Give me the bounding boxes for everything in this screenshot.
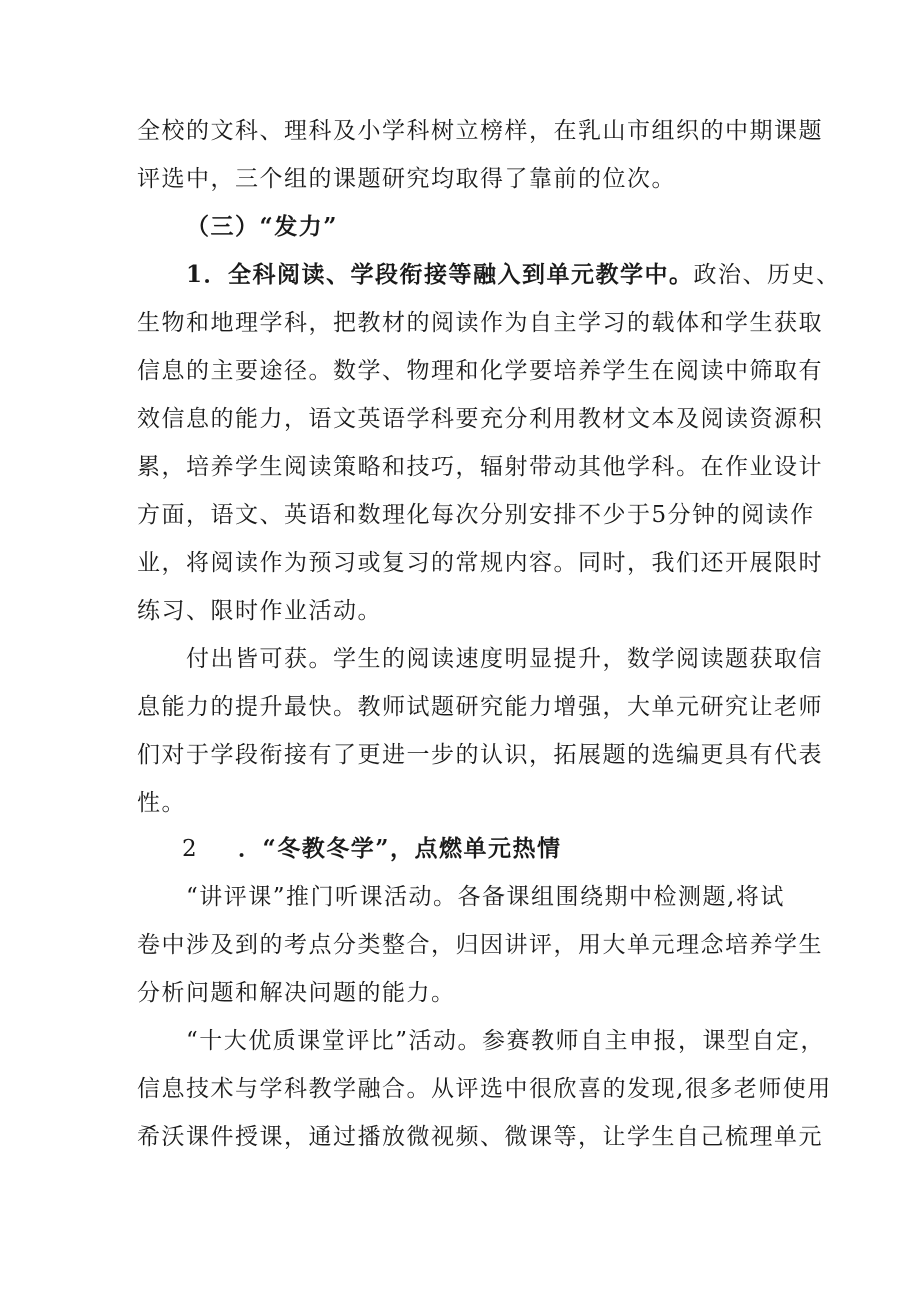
paragraph-text: 政治、历史、 [693, 262, 841, 288]
subsection-title: 1．全科阅读、学段衔接等融入到单元教学中。 [186, 261, 694, 288]
paragraph-line: 全校的文科、理科及小学科树立榜样，在乳山市组织的中期课题 [137, 118, 823, 144]
paragraph-line: 业，将阅读作为预习或复习的常规内容。同时，我们还开展限时 [137, 550, 823, 576]
paragraph-line: 信息的主要途径。数学、物理和化学要培养学生在阅读中筛取有 [137, 358, 823, 384]
subsection-title: ．“冬教冬学”，点燃单元热情 [238, 835, 562, 862]
paragraph-line: 生物和地理学科，把教材的阅读作为自主学习的载体和学生获取 [137, 310, 823, 336]
paragraph-line: 分析问题和解决问题的能力。 [137, 980, 456, 1006]
paragraph-line: “十大优质课堂评比”活动。参赛教师自主申报，课型自定， [186, 1028, 826, 1054]
paragraph-line: 卷中涉及到的考点分类整合，归因讲评，用大单元理念培养学生 [137, 932, 823, 958]
section-heading: （三）“发力” [186, 213, 338, 240]
paragraph-line: 息能力的提升最快。教师试题研究能力增强，大单元研究让老师 [137, 694, 823, 720]
paragraph-line: 评选中，三个组的课题研究均取得了靠前的位次。 [137, 166, 676, 192]
paragraph-line: 方面，语文、英语和数理化每次分别安排不少于5分钟的阅读作 [137, 502, 815, 528]
paragraph-line: 们对于学段衔接有了更进一步的认识，拓展题的选编更具有代表 [137, 742, 823, 768]
subsection-number: 2 [182, 836, 199, 862]
subsection-title-line [186, 260, 841, 290]
paragraph-line: 希沃课件授课，通过播放微视频、微课等，让学生自己梳理单元 [137, 1124, 823, 1150]
paragraph-line: 累，培养学生阅读策略和技巧，辐射带动其他学科。在作业设计 [137, 454, 823, 480]
paragraph-line: 信息技术与学科教学融合。从评选中很欣喜的发现,很多老师使用 [137, 1076, 832, 1102]
paragraph-line: “讲评课”推门听课活动。各备课组围绕期中检测题,将试 [186, 884, 785, 910]
paragraph-line: 性。 [137, 790, 186, 816]
paragraph-line: 效信息的能力，语文英语学科要充分利用教材文本及阅读资源积 [137, 406, 823, 432]
paragraph-line: 练习、限时作业活动。 [137, 598, 382, 624]
paragraph-line: 付出皆可获。学生的阅读速度明显提升，数学阅读题获取信 [186, 646, 823, 672]
